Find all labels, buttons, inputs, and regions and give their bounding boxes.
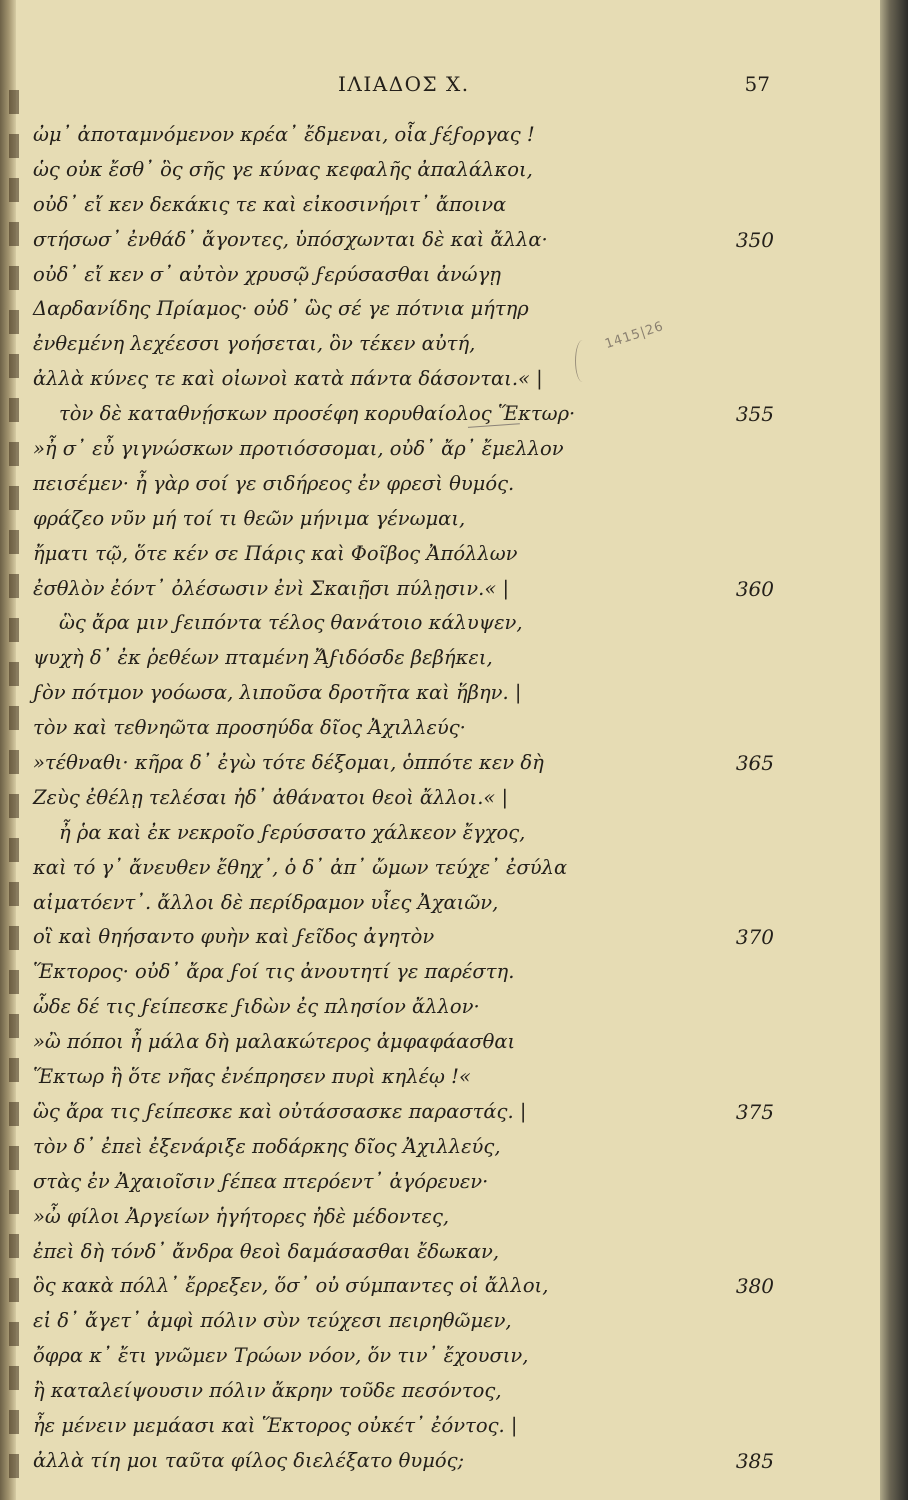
verse-line <box>0 606 880 641</box>
line-number: 375 <box>735 1099 774 1124</box>
verse-text: πεισέμεν· ἦ γὰρ σοί γε σιδήρεος ἐν φρεσὶ θυμός. <box>33 471 515 495</box>
verse-text: Ζεὺς ἐθέλῃ τελέσαι ἠδ᾽ ἀθάνατοι θεοὶ ἄλλοι.« | <box>33 785 509 809</box>
verse-line <box>0 467 880 502</box>
verse-line <box>0 886 880 921</box>
verse-text: τὸν δ᾽ ἐπεὶ ἐξενάριξε ποδάρκης δῖος Ἀχιλλεύς, <box>33 1134 501 1158</box>
verse-line <box>0 1374 880 1409</box>
verse-line <box>0 327 880 362</box>
verse-text: ὣς ἄρα μιν ϝειπόντα τέλος θανάτοιο κάλυψεν, <box>59 611 523 635</box>
verse-line <box>0 258 880 293</box>
verse-text: ὄφρα κ᾽ ἔτι γνῶμεν Τρώων νόον, ὅν τιν᾽ ἔχουσιν, <box>33 1344 529 1368</box>
verse-text: ὠμ᾽ ἀποταμνόμενον κρέα᾽ ἔδμεναι, οἷα ϝέϝοργας ! <box>33 123 535 146</box>
verse-line <box>0 641 880 676</box>
running-title: ΙΛΙΑΔΟΣ Χ. <box>338 72 470 96</box>
verse-line <box>0 955 880 990</box>
verse-text: ἐπεὶ δὴ τόνδ᾽ ἄνδρα θεοὶ δαμάσασθαι ἔδωκαν, <box>33 1239 500 1263</box>
verse-line <box>0 397 880 432</box>
verse-text: οἳ καὶ θηήσαντο φυὴν καὶ ϝεῖδος ἀγητὸν <box>33 925 435 949</box>
verse-line <box>0 1025 880 1060</box>
line-number: 365 <box>735 751 774 776</box>
verse-text: ὧδε δέ τις ϝείπεσκε ϝιδὼν ἐς πλησίον ἄλλον· <box>33 995 480 1019</box>
verse-text: »ὢ πόποι ἦ μάλα δὴ μαλακώτερος ἀμφαφάασθαι <box>33 1030 516 1054</box>
verse-text: »ὦ φίλοι Ἀργείων ἡγήτορες ἠδὲ μέδοντες, <box>33 1204 450 1228</box>
verse-line <box>0 1339 880 1374</box>
line-number: 360 <box>735 576 774 601</box>
verse-line <box>0 1235 880 1270</box>
verse-text: ἐσθλὸν ἐόντ᾽ ὀλέσωσιν ἐνὶ Σκαιῇσι πύλῃσιν.« | <box>33 576 510 600</box>
verse-text: στὰς ἐν Ἀχαιοῖσιν ϝέπεα πτερόεντ᾽ ἀγόρευεν· <box>33 1169 489 1193</box>
verse-text: Ἕκτορος· οὐδ᾽ ἄρα ϝοί τις ἀνουτητί γε παρέστη. <box>33 960 515 984</box>
pencil-bracket-mark <box>575 340 590 382</box>
verse-text: οὐδ᾽ εἴ κεν σ᾽ αὐτὸν χρυσῷ ϝερύσασθαι ἀνώγῃ <box>33 262 501 286</box>
verse-text: ἀλλὰ κύνες τε καὶ οἰωνοὶ κατὰ πάντα δάσονται.« | <box>33 367 543 391</box>
page-number: 57 <box>744 72 770 96</box>
verse-line <box>0 1269 880 1304</box>
verse-text: τὸν δὲ καταθνῄσκων προσέφη κορυθαίολος Ἕκτωρ· <box>59 402 576 426</box>
verse-text: Δαρδανίδης Πρίαμος· οὐδ᾽ ὣς σέ γε πότνια μήτηρ <box>33 297 529 321</box>
verse-text: ἀλλὰ τίη μοι ταῦτα φίλος διελέξατο θυμός; <box>33 1448 465 1472</box>
verse-line <box>0 1165 880 1200</box>
verse-line <box>0 1130 880 1165</box>
verse-line <box>0 223 880 258</box>
verse-line <box>0 1304 880 1339</box>
verse-line <box>0 1200 880 1235</box>
verse-text: ὡς οὐκ ἔσθ᾽ ὃς σῆς γε κύνας κεφαλῆς ἀπαλάλκοι, <box>33 157 533 181</box>
verse-line <box>0 1409 880 1444</box>
verse-line <box>0 572 880 607</box>
verse-text: »ἦ σ᾽ εὖ γιγνώσκων προτιόσσομαι, οὐδ᾽ ἄρ᾽ ἔμελλον <box>33 437 564 461</box>
verse-line <box>0 851 880 886</box>
line-number: 380 <box>735 1274 774 1299</box>
verse-line <box>0 502 880 537</box>
verse-text: ὃς κακὰ πόλλ᾽ ἔρρεξεν, ὅσ᾽ οὐ σύμπαντες οἱ ἄλλοι, <box>33 1274 549 1298</box>
verse-text: αἱματόεντ᾽. ἄλλοι δὲ περίδραμον υἷες Ἀχαιῶν, <box>33 890 499 914</box>
verse-line <box>0 118 880 153</box>
page-shadow-edge <box>880 0 908 1500</box>
line-number: 355 <box>735 402 774 427</box>
verse-line <box>0 362 880 397</box>
verse-line <box>0 153 880 188</box>
verse-text: ἦ ῥα καὶ ἐκ νεκροῖο ϝερύσσατο χάλκεον ἔγχος, <box>59 820 526 844</box>
verse-text: ϝὸν πότμον γοόωσα, λιποῦσα δροτῆτα καὶ ἥβην. | <box>33 681 522 705</box>
verse-line <box>0 990 880 1025</box>
verse-text: Ἕκτωρ ἢ ὅτε νῆας ἐνέπρησεν πυρὶ κηλέῳ !« <box>33 1065 471 1089</box>
verse-line <box>0 711 880 746</box>
verse-line <box>0 1444 880 1479</box>
verse-text: ὣς ἄρα τις ϝείπεσκε καὶ οὐτάσσασκε παραστάς. | <box>33 1099 527 1123</box>
verse-text: οὐδ᾽ εἴ κεν δεκάκις τε καὶ εἰκοσινήριτ᾽ ἄποινα <box>33 192 507 216</box>
verse-text: ἦε μένειν μεμάασι καὶ Ἕκτορος οὐκέτ᾽ ἐόντος. | <box>33 1413 518 1437</box>
verse-list <box>0 118 880 1479</box>
verse-text: φράζεο νῦν μή τοί τι θεῶν μήνιμα γένωμαι, <box>33 506 466 530</box>
line-number: 350 <box>735 227 774 252</box>
verse-line <box>0 676 880 711</box>
verse-line <box>0 920 880 955</box>
line-number: 370 <box>735 925 774 950</box>
line-number: 385 <box>735 1448 774 1473</box>
verse-line <box>0 537 880 572</box>
verse-text: τὸν καὶ τεθνηῶτα προσηύδα δῖος Ἀχιλλεύς· <box>33 716 466 740</box>
verse-line <box>0 1095 880 1130</box>
verse-line <box>0 816 880 851</box>
verse-line <box>0 746 880 781</box>
verse-text: ἐνθεμένη λεχέεσσι γοήσεται, ὃν τέκεν αὐτή, <box>33 332 476 356</box>
verse-text: ἤματι τῷ, ὅτε κέν σε Πάρις καὶ Φοῖβος Ἀπόλλων <box>33 541 518 565</box>
verse-text: στήσωσ᾽ ἐνθάδ᾽ ἄγοντες, ὑπόσχωνται δὲ καὶ ἄλλα· <box>33 227 548 251</box>
verse-line <box>0 188 880 223</box>
verse-line <box>0 432 880 467</box>
verse-text: ἢ καταλείψουσιν πόλιν ἄκρην τοῦδε πεσόντος, <box>33 1379 502 1403</box>
verse-text: καὶ τό γ᾽ ἄνευθεν ἔθηχ᾽, ὁ δ᾽ ἀπ᾽ ὤμων τεύχε᾽ ἐσύλα <box>33 855 568 879</box>
verse-line <box>0 781 880 816</box>
page-header <box>0 72 880 102</box>
verse-text: ψυχὴ δ᾽ ἐκ ῥεθέων πταμένη Ἄϝιδόσδε βεβήκει, <box>33 646 493 670</box>
pencil-annotation: 1415|26 <box>603 318 666 353</box>
verse-text: »τέθναθι· κῆρα δ᾽ ἐγὼ τότε δέξομαι, ὁππότε κεν δὴ <box>33 751 544 775</box>
verse-text: εἰ δ᾽ ἄγετ᾽ ἀμφὶ πόλιν σὺν τεύχεσι πειρηθῶμεν, <box>33 1309 512 1333</box>
verse-line <box>0 1060 880 1095</box>
verse-line <box>0 292 880 327</box>
